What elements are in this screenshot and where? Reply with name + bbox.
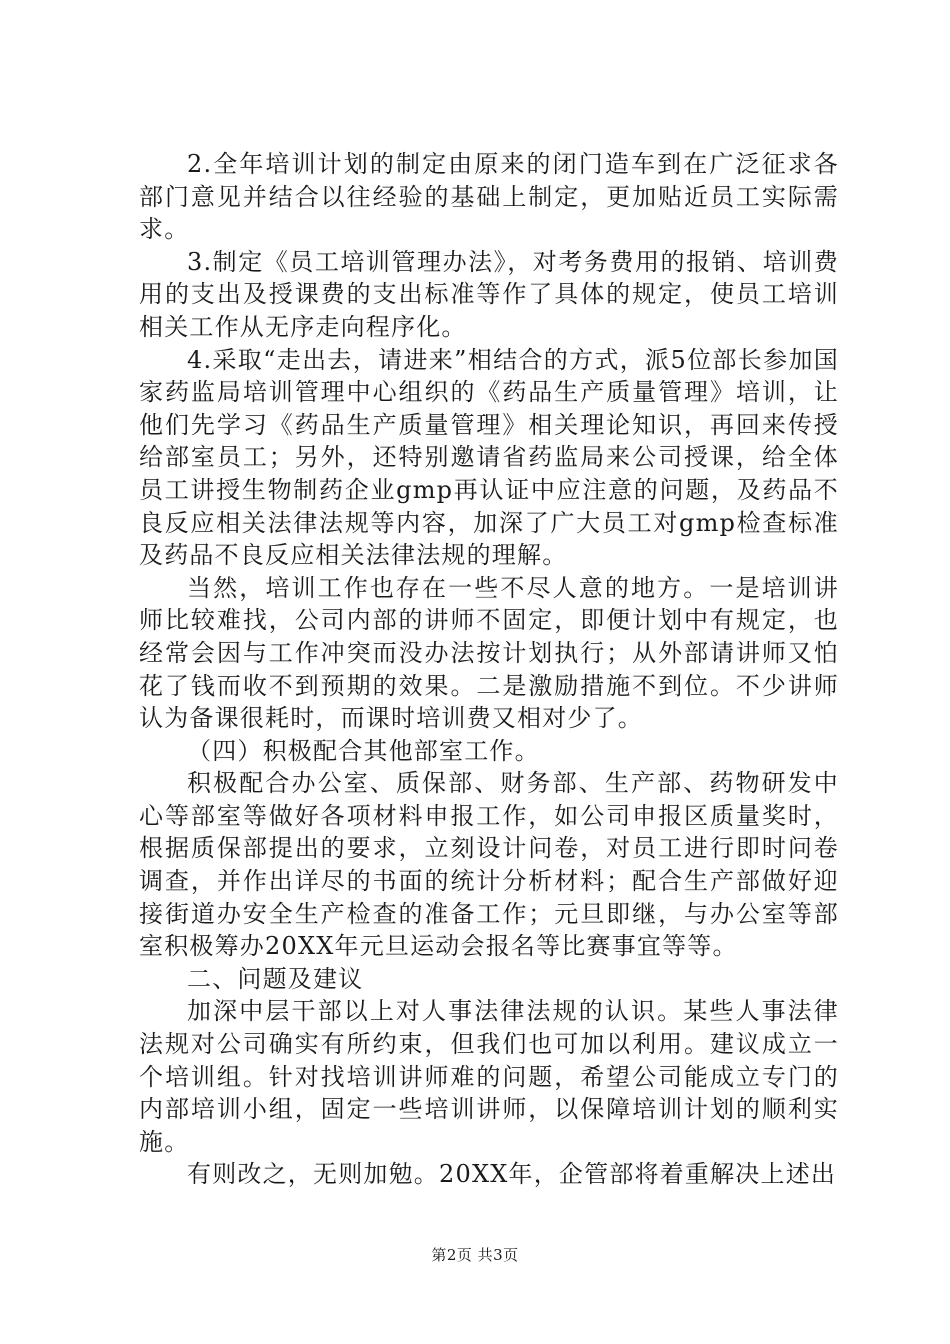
paragraph-suggestions: 加深中层干部以上对人事法律法规的认识。某些人事法律法规对公司确实有所约束，但我们也可加以利用。建议成立一个培训组。针对找培训讲师难的问题，希望公司能成立专门的内部培训小组，固定一些培训讲师，以保障培训计划的顺利实施。	[139, 997, 839, 1156]
page-number-footer: 第2页 共3页	[431, 1246, 519, 1264]
section-heading-problems: 二、问题及建议	[187, 964, 364, 993]
paragraph-conclusion: 有则改之，无则加勉。20XX年，企管部将着重解决上述出	[187, 1160, 837, 1189]
paragraph-shortcomings: 当然，培训工作也存在一些不尽人意的地方。一是培训讲师比较难找，公司内部的讲师不固定，即便计划中有规定，也经常会因与工作冲突而没办法按计划执行；从外部请讲师又怕花了钱而收不到预期的效果。二是激励措施不到位。不少讲师认为备课很耗时，而课时培训费又相对少了。	[139, 573, 839, 733]
paragraph-go-out-invite-in: 4.采取“走出去，请进来”相结合的方式，派5位部长参加国家药监局培训管理中心组织的《药品生产质量管理》培训，让他们先学习《药品生产质量管理》相关理论知识，再回来传授给部室员工；另外，还特别邀请省药监局来公司授课，给全体员工讲授生物制药企业gmp再认证中应注意的问题，及药品不良反应相关法律法规等内容，加深了广大员工对gmp检查标准及药品不良反应相关法律法规的理解。	[139, 345, 839, 570]
section-heading-cooperation: （四）积极配合其他部室工作。	[187, 736, 540, 765]
paragraph-cooperation: 积极配合办公室、质保部、财务部、生产部、药物研发中心等部室等做好各项材料申报工作，如公司申报区质量奖时，根据质保部提出的要求，立刻设计问卷，对员工进行即时问卷调查，并作出详尽的书面的统计分析材料；配合生产部做好迎接街道办安全生产检查的准备工作；元旦即继，与办公室等部室积极筹办20XX年元旦运动会报名等比赛事宜等等。	[139, 769, 839, 961]
document-body	[139, 148, 839, 1191]
paragraph-plan-formulation: 2.全年培训计划的制定由原来的闭门造车到在广泛征求各部门意见并结合以往经验的基础上制定，更加贴近员工实际需求。	[139, 150, 839, 244]
paragraph-training-rules: 3.制定《员工培训管理办法》，对考务费用的报销、培训费用的支出及授课费的支出标准等作了具体的规定，使员工培训相关工作从无序走向程序化。	[139, 247, 839, 341]
